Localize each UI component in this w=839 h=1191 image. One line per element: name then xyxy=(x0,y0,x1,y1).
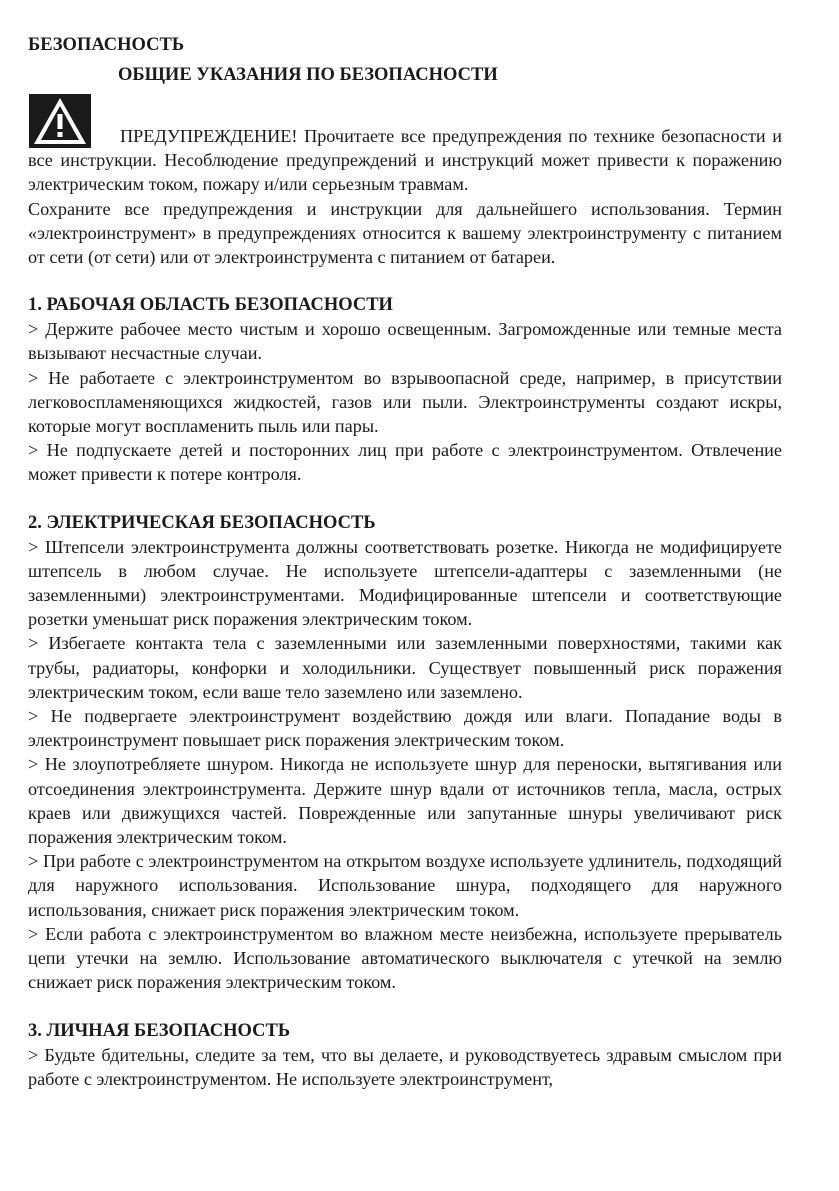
list-item: > Не злоупотребляете шнуром. Никогда не используете шнур для переноски, вытягивания или отсоединения электроинструмента. Держите шнур вдали от источников тепла, масла, острых краев или движущихся частей. Поврежденные или запутанные шнуры увеличивают риск поражения электрическим током. xyxy=(28,754,782,848)
list-item: > При работе с электроинструментом на открытом воздухе используете удлинитель, подходящий для наружного использования. Использование шнура, подходящего для наружного использования, снижает риск поражения электрическим током. xyxy=(28,851,782,920)
list-item: > Если работа с электроинструментом во влажном месте неизбежна, используете прерыватель цепи утечки на землю. Использование автоматического выключателя с утечкой на землю снижает риск поражения электрическим током. xyxy=(28,923,782,993)
page-subtitle: ОБЩИЕ УКАЗАНИЯ ПО БЕЗОПАСНОСТИ xyxy=(118,65,498,85)
list-item: > Не подпускаете детей и посторонних лиц при работе с электроинструментом. Отвлечение может привести к потере контроля. xyxy=(28,440,782,485)
intro-paragraph: Сохраните все предупреждения и инструкции для дальнейшего использования. Термин «электроинструмент» в предупреждениях относится к вашему электроинструменту с питанием от сети (от сети) или от электроинструмента с питанием от батареи. xyxy=(28,198,782,268)
document-page xyxy=(28,34,782,1091)
list-item: > Избегаете контакта тела с заземленными или заземленными поверхностями, такими как трубы, радиаторы, конфорки и холодильники. Существует повышенный риск поражения электрическим током, если ваше тело заземлено или заземлено. xyxy=(28,633,782,702)
warning-text: ПРЕДУПРЕЖДЕНИЕ! Прочитаете все предупреждения по технике безопасности и все инструкции. Несоблюдение предупреждений и инструкций может привести к поражению электрическим током, пожару и/или серьезным травмам. xyxy=(28,126,782,195)
section-title-work-area: 1. РАБОЧАЯ ОБЛАСТЬ БЕЗОПАСНОСТИ xyxy=(28,295,393,316)
section-title-personal: 3. ЛИЧНАЯ БЕЗОПАСНОСТЬ xyxy=(28,1020,291,1041)
page-title: БЕЗОПАСНОСТЬ xyxy=(28,35,185,55)
list-item: > Штепсели электроинструмента должны соответствовать розетке. Никогда не модифицируете штепсель в любом случае. Не используете штепсели-адаптеры с заземленными (не заземленными) электроинструментами. Модифицированные штепсели и соответствующие розетки уменьшат риск поражения электрическим током. xyxy=(28,536,782,630)
list-item: > Не подвергаете электроинструмент воздействию дождя или влаги. Попадание воды в электроинструмент повышает риск поражения электрическим током. xyxy=(28,706,782,751)
list-item: > Не работаете с электроинструментом во взрывоопасной среде, например, в присутствии легковоспламеняющихся жидкостей, газов или пыли. Электроинструменты создают искры, которые могут воспламенить пыль или пары. xyxy=(28,367,782,437)
warning-block xyxy=(28,94,782,197)
list-item: > Будьте бдительны, следите за тем, что вы делаете, и руководствуетесь здравым смыслом при работе с электроинструментом. Не используете электроинструмент, xyxy=(28,1044,782,1089)
list-item: > Держите рабочее место чистым и хорошо освещенным. Загроможденные или темные места вызывают несчастные случаи. xyxy=(28,319,782,364)
section-title-electrical: 2. ЭЛЕКТРИЧЕСКАЯ БЕЗОПАСНОСТЬ xyxy=(28,512,376,533)
warning-triangle-icon xyxy=(29,94,91,148)
